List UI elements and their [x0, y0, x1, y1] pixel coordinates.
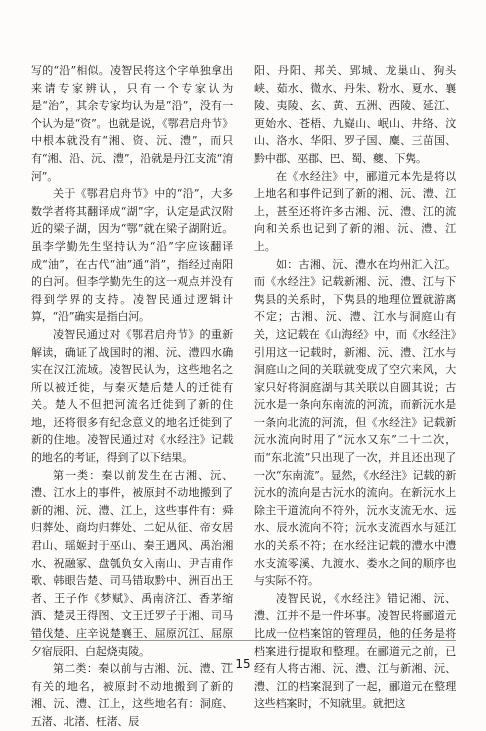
right-column — [254, 62, 456, 713]
paragraph: 凌智民说，《水经注》错记湘、沅、澧、江并不是一件坏事。凌智民将郦道元比成一位档案馆的管理员，他的任务是将档案进行提取和整理。在郦道元之前，已经有人将古湘、沅、澧、江与新湘、沅、澧、江的档案混到了一起，郦道元在整理这些档案时，不知就里。就把这 — [254, 591, 456, 711]
left-column — [31, 62, 233, 731]
paragraph: 如：古湘、沅、澧水在均州汇入江。而《水经注》记载新湘、沅、澧、江与下隽县的关系时，下隽县的地理位置就游离不定；古湘、沅、澧、江水与洞庭山有关，这记载在《山海经》中，而《水经注》引用这一记载时，新湘、沅、澧、江水与洞庭山之间的关联就变成了空穴来风，大家只好将洞庭湖与其关联以自圆其说；古沅水是一条向东南流的河流，而新沅水是一条向北流的河流，但《水经注》记载新沅水流向时用了“沅水又东”二十二次，而“东北流”只出现了一次，并且还出现了一次“东南流”。显然，《水经注》记载的新沅水的流向是古沅水的流向。在新沅水上除主干道流向不符外，沅水支流无水、远水、辰水流向不符；沅水支流酉水与延江水的关系不符；在水经注记载的澧水中澧水支流零溪、九渡水、娄水之间的顺序也与实际不符。 — [254, 257, 456, 588]
paragraph: 阳、丹阳、邦关、郢城、龙巢山、狗头峡、茹水、微水、丹朱、粉水、夏水、襄陵、夷陵、玄、黄、五洲、西陵、延江、更始水、苍梧、九嶷山、岷山、井络、汶山、洛水、华阳、罗子国、麋、三苗国、黔中郡、巫郡、巴、蜀、夔、下隽。 — [254, 64, 456, 165]
paragraph: 在《水经注》中，郦道元本先是将以上地名和事件记到了新的湘、沅、澧、江上，甚至还将许多古湘、沅、澧、江的流向和关系也记到了新的湘、沅、澧、江上。 — [254, 169, 456, 253]
page-number: － 15 － — [219, 657, 267, 671]
paragraph: 凌智民通过对《鄂君启舟节》的重新解读，确证了战国时的湘、沅、澧四水确实在汉江流域。凌智民认为，这些地名之所以被迁徙，与秦灭楚后楚人的迁徙有关。楚人不但把河流名迁徙到了新的住地，还将很多有纪念意义的地名迁徙到了新的住地。凌智民通过对《水经注》记载的地名的考证，得到了以下结果。 — [31, 327, 233, 465]
footer-divider — [30, 640, 456, 641]
paragraph: 第一类：秦以前发生在古湘、沅、澧、江水上的事件，被原封不动地搬到了新的湘、沅、澧、江上，这些事件有：舜归葬处、商均归葬处、二妃从征、帝女居君山、瑶姬封于巫山、秦王遇风、禹治湘水、祝融冢、盘瓠负女入南山、尹吉甫作歌、韩眼告楚、司马错取黔中、洲百出王者、王子作《梦赋》、禹南济江、香茅缩酒、楚灵王得图、文王迁罗子于湘、司马错伐楚、庄辛说楚襄王、屈原沉江、屈原夕宿辰阳、白起烧夷陵。 — [31, 468, 233, 658]
paragraph: 关于《鄂君启舟节》中的“沿”，大多数学者将其翻译成“湖”字，认定是武汉附近的梁子湖，因为“鄂”就在梁子湖附近。虽李学勤先生坚持认为“沿”字应该翻译成“油”，在古代“油”通“消”，指经过南阳的白河。但李学勤先生的这一观点并没有得到学界的支持。凌智民通过逻辑计算，“沿”确实是指白河。 — [31, 187, 233, 324]
paragraph: 写的“沿”相似。凌智民将这个字单独拿出来请专家辨认，只有一个专家认为是“治”，其余专家均认为是“沿”，没有一个认为是“资”。也就是说，《鄂君启舟节》中根本就没有“湘、资、沅、澧”，而只有“湘、沿、沅、澧”，沿就是丹江支流“淯河”。 — [31, 64, 233, 183]
paragraph: 第二类：秦以前与古湘、沅、澧、江有关的地名，被原封不动地搬到了新的湘、沅、澧、江上，这些地名有：洞庭、五渚、北渚、枉渚、辰 — [31, 662, 233, 728]
